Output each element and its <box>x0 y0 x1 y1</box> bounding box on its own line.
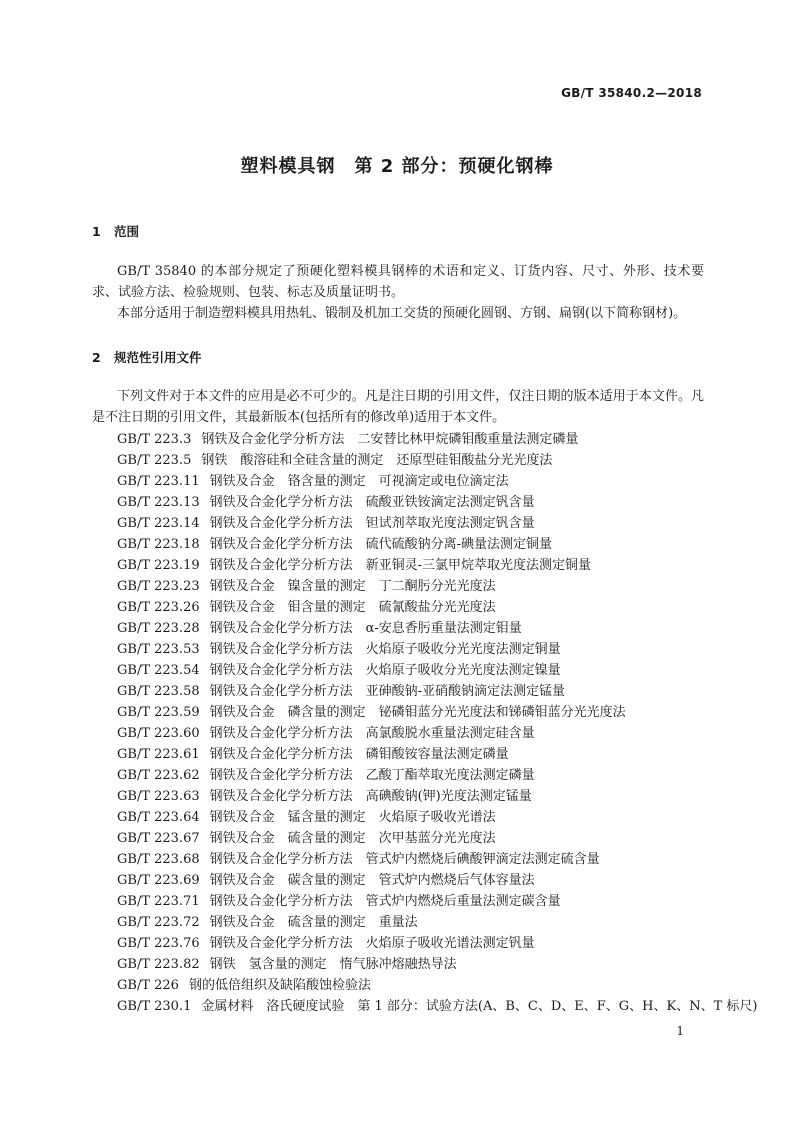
reference-code: GB/T 223.11 <box>117 474 200 489</box>
reference-title: 钢铁及合金化学分析方法 亚砷酸钠-亚硝酸钠滴定法测定锰量 <box>209 684 566 699</box>
reference-title: 钢铁及合金化学分析方法 α-安息香肟重量法测定钼量 <box>209 621 522 636</box>
reference-code: GB/T 223.72 <box>117 915 200 930</box>
reference-code: GB/T 223.68 <box>117 852 200 867</box>
reference-title: 钢铁及合金 碳含量的测定 管式炉内燃烧后气体容量法 <box>209 873 535 888</box>
reference-item <box>117 765 717 786</box>
reference-item <box>117 618 717 639</box>
reference-title: 钢铁及合金化学分析方法 乙酸丁酯萃取光度法测定磷量 <box>209 768 535 783</box>
reference-code: GB/T 223.5 <box>117 453 192 468</box>
reference-code: GB/T 223.13 <box>117 495 200 510</box>
reference-title: 钢铁 酸溶硅和全硅含量的测定 还原型硅钼酸盐分光光度法 <box>201 453 553 468</box>
reference-code: GB/T 223.62 <box>117 768 200 783</box>
reference-title: 钢铁及合金化学分析方法 管式炉内燃烧后重量法测定碳含量 <box>209 894 561 909</box>
reference-item <box>117 744 717 765</box>
standard-number: GB/T 35840.2—2018 <box>561 86 702 100</box>
reference-code: GB/T 223.28 <box>117 621 200 636</box>
reference-title: 钢铁及合金化学分析方法 高碘酸钠(钾)光度法测定锰量 <box>209 789 532 804</box>
reference-item <box>117 723 717 744</box>
reference-code: GB/T 223.63 <box>117 789 200 804</box>
page-number: 1 <box>676 1024 684 1038</box>
reference-code: GB/T 223.61 <box>117 747 200 762</box>
section-heading-scope <box>92 222 139 240</box>
reference-item <box>117 681 717 702</box>
reference-item <box>117 513 717 534</box>
reference-title: 钢铁及合金 锰含量的测定 火焰原子吸收光谱法 <box>209 810 496 825</box>
reference-item <box>117 555 717 576</box>
reference-title: 钢铁及合金化学分析方法 火焰原子吸收分光光度法测定铜量 <box>209 642 561 657</box>
reference-code: GB/T 223.53 <box>117 642 200 657</box>
reference-title: 钢铁及合金 铬含量的测定 可视滴定或电位滴定法 <box>209 474 509 489</box>
reference-code: GB/T 223.76 <box>117 936 200 951</box>
reference-item <box>117 891 717 912</box>
reference-item <box>117 849 717 870</box>
reference-code: GB/T 223.54 <box>117 663 200 678</box>
reference-item <box>117 702 717 723</box>
reference-item <box>117 639 717 660</box>
reference-item <box>117 429 717 450</box>
reference-title: 钢铁及合金化学分析方法 硫代硫酸钠分离-碘量法测定铜量 <box>209 537 553 552</box>
reference-item <box>117 828 717 849</box>
reference-code: GB/T 223.14 <box>117 516 200 531</box>
reference-title: 钢铁及合金 磷含量的测定 铋磷钼蓝分光光度法和锑磷钼蓝分光光度法 <box>209 705 626 720</box>
reference-item <box>117 450 717 471</box>
reference-title: 钢铁及合金 钼含量的测定 硫氰酸盐分光光度法 <box>209 600 496 615</box>
reference-code: GB/T 223.69 <box>117 873 200 888</box>
reference-code: GB/T 223.60 <box>117 726 200 741</box>
section-number: 1 <box>92 224 101 239</box>
reference-code: GB/T 223.26 <box>117 600 200 615</box>
reference-title: 钢铁及合金化学分析方法 新亚铜灵-三氯甲烷萃取光度法测定铜量 <box>209 558 592 573</box>
reference-code: GB/T 223.67 <box>117 831 200 846</box>
reference-code: GB/T 230.1 <box>117 999 192 1014</box>
reference-code: GB/T 223.71 <box>117 894 200 909</box>
reference-item <box>117 870 717 891</box>
reference-item <box>117 471 717 492</box>
reference-title: 钢铁 氢含量的测定 惰气脉冲熔融热导法 <box>209 957 457 972</box>
scope-paragraph-1: GB/T 35840 的本部分规定了预硬化塑料模具钢棒的术语和定义、订货内容、尺寸、外形、技术要求、试验方法、检验规则、包装、标志及质量证明书。 <box>92 264 704 300</box>
reference-item <box>117 597 717 618</box>
reference-item <box>117 534 717 555</box>
reference-item <box>117 933 717 954</box>
reference-title: 钢铁及合金 镍含量的测定 丁二酮肟分光光度法 <box>209 579 496 594</box>
reference-code: GB/T 223.18 <box>117 537 200 552</box>
document-title: 塑料模具钢 第 2 部分：预硬化钢棒 <box>240 156 554 177</box>
reference-item <box>117 996 758 1017</box>
reference-item <box>117 912 717 933</box>
section-title: 规范性引用文件 <box>114 350 202 365</box>
reference-title: 钢铁及合金化学分析方法 二安替比林甲烷磷钼酸重量法测定磷量 <box>201 432 579 447</box>
reference-title: 钢铁及合金 硫含量的测定 次甲基蓝分光光度法 <box>209 831 496 846</box>
section-title: 范围 <box>114 224 140 239</box>
reference-title: 金属材料 洛氏硬度试验 第 1 部分：试验方法(A、B、C、D、E、F、G、H、K、N、T 标尺) <box>201 999 758 1014</box>
section-heading-normative-references <box>92 348 202 366</box>
reference-item <box>117 807 717 828</box>
reference-code: GB/T 226 <box>117 978 179 993</box>
reference-title: 钢铁及合金化学分析方法 磷钼酸铵容量法测定磷量 <box>209 747 509 762</box>
scope-paragraph-2: 本部分适用于制造塑料模具用热轧、锻制及机加工交货的预硬化圆钢、方钢、扁钢(以下简称钢材)。 <box>117 306 687 321</box>
reference-title: 钢铁及合金化学分析方法 管式炉内燃烧后碘酸钾滴定法测定硫含量 <box>209 852 600 867</box>
reference-item <box>117 660 717 681</box>
reference-title: 钢铁及合金 硫含量的测定 重量法 <box>209 915 418 930</box>
reference-item <box>117 954 717 975</box>
reference-code: GB/T 223.64 <box>117 810 200 825</box>
reference-code: GB/T 223.23 <box>117 579 200 594</box>
reference-title: 钢铁及合金化学分析方法 火焰原子吸收分光光度法测定镍量 <box>209 663 561 678</box>
reference-title: 钢铁及合金化学分析方法 硫酸亚铁铵滴定法测定钒含量 <box>209 495 535 510</box>
reference-item <box>117 576 717 597</box>
reference-item <box>117 786 717 807</box>
reference-code: GB/T 223.3 <box>117 432 192 447</box>
reference-title: 钢铁及合金化学分析方法 高氯酸脱水重量法测定硅含量 <box>209 726 535 741</box>
reference-code: GB/T 223.19 <box>117 558 200 573</box>
reference-code: GB/T 223.58 <box>117 684 200 699</box>
reference-title: 钢的低倍组织及缺陷酸蚀检验法 <box>188 978 371 993</box>
reference-item <box>117 975 717 996</box>
reference-code: GB/T 223.82 <box>117 957 200 972</box>
reference-title: 钢铁及合金化学分析方法 火焰原子吸收光谱法测定钒量 <box>209 936 535 951</box>
section-number: 2 <box>92 350 101 365</box>
reference-code: GB/T 223.59 <box>117 705 200 720</box>
references-intro-paragraph: 下列文件对于本文件的应用是必不可少的。凡是注日期的引用文件，仅注日期的版本适用于本文件。凡是不注日期的引用文件，其最新版本(包括所有的修改单)适用于本文件。 <box>92 389 704 425</box>
reference-title: 钢铁及合金化学分析方法 钽试剂萃取光度法测定钒含量 <box>209 516 535 531</box>
reference-list <box>117 429 758 1017</box>
reference-item <box>117 492 717 513</box>
